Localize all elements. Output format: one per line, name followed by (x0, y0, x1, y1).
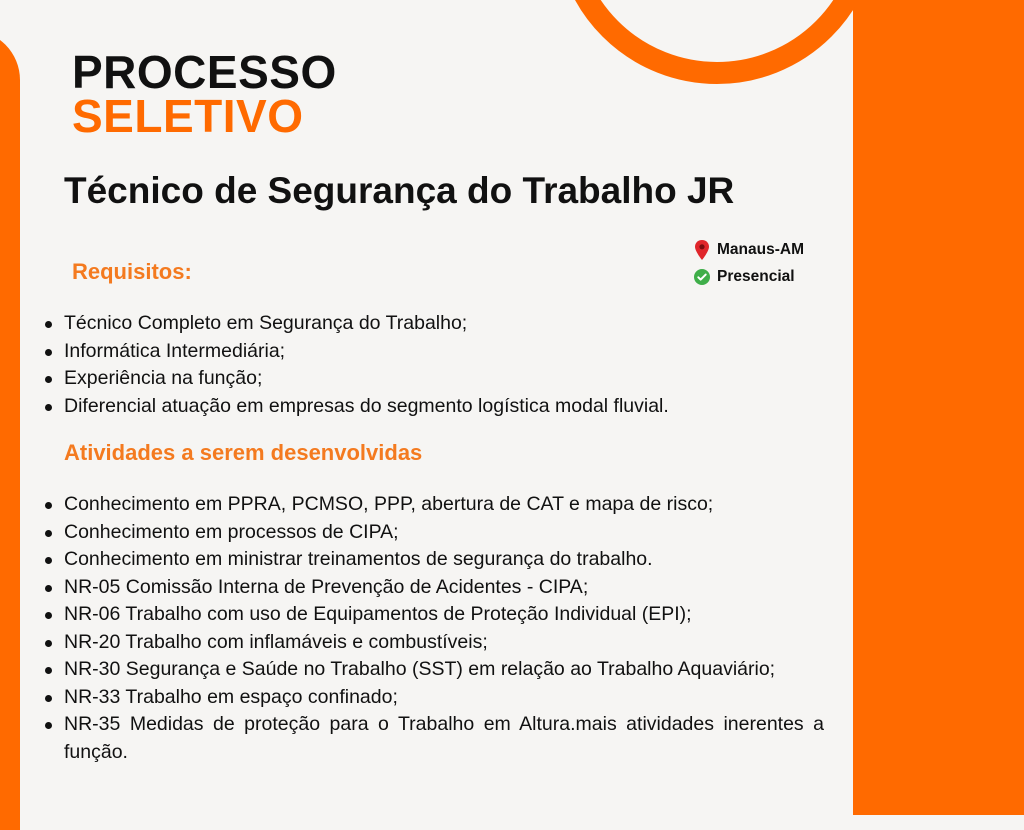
list-item: Conhecimento em PPRA, PCMSO, PPP, abertura de CAT e mapa de risco; (42, 491, 824, 519)
job-title: Técnico de Segurança do Trabalho JR (64, 170, 735, 211)
list-item: Diferencial atuação em empresas do segmento logística modal fluvial. (42, 393, 832, 421)
location-row (694, 236, 804, 263)
atividades-list (42, 491, 824, 766)
title-processo: PROCESSO (72, 46, 337, 98)
list-item: NR-35 Medidas de proteção para o Trabalho em Altura.mais atividades inerentes a função. (42, 711, 824, 766)
orange-left-strip (0, 30, 20, 830)
atividades-heading: Atividades a serem desenvolvidas (64, 440, 423, 465)
title-seletivo: SELETIVO (72, 90, 304, 142)
orange-side-panel (853, 0, 1024, 815)
list-item: Informática Intermediária; (42, 338, 832, 366)
location-label: Manaus-AM (717, 240, 804, 258)
list-item: NR-33 Trabalho em espaço confinado; (42, 684, 824, 712)
list-item: Conhecimento em ministrar treinamentos de segurança do trabalho. (42, 546, 824, 574)
requisitos-list (42, 310, 832, 420)
list-item: Conhecimento em processos de CIPA; (42, 519, 824, 547)
job-meta (694, 236, 804, 290)
check-circle-icon (694, 268, 710, 286)
mode-row (694, 263, 804, 290)
list-item: NR-06 Trabalho com uso de Equipamentos de Proteção Individual (EPI); (42, 601, 824, 629)
mode-label: Presencial (717, 267, 795, 285)
list-item: Técnico Completo em Segurança do Trabalho; (42, 310, 832, 338)
orange-ring-decoration (555, 0, 879, 84)
list-item: NR-05 Comissão Interna de Prevenção de Acidentes - CIPA; (42, 574, 824, 602)
list-item: Experiência na função; (42, 365, 832, 393)
list-item: NR-30 Segurança e Saúde no Trabalho (SST) em relação ao Trabalho Aquaviário; (42, 656, 824, 684)
map-pin-icon (694, 241, 710, 259)
list-item: NR-20 Trabalho com inflamáveis e combustíveis; (42, 629, 824, 657)
requisitos-heading: Requisitos: (72, 259, 192, 284)
